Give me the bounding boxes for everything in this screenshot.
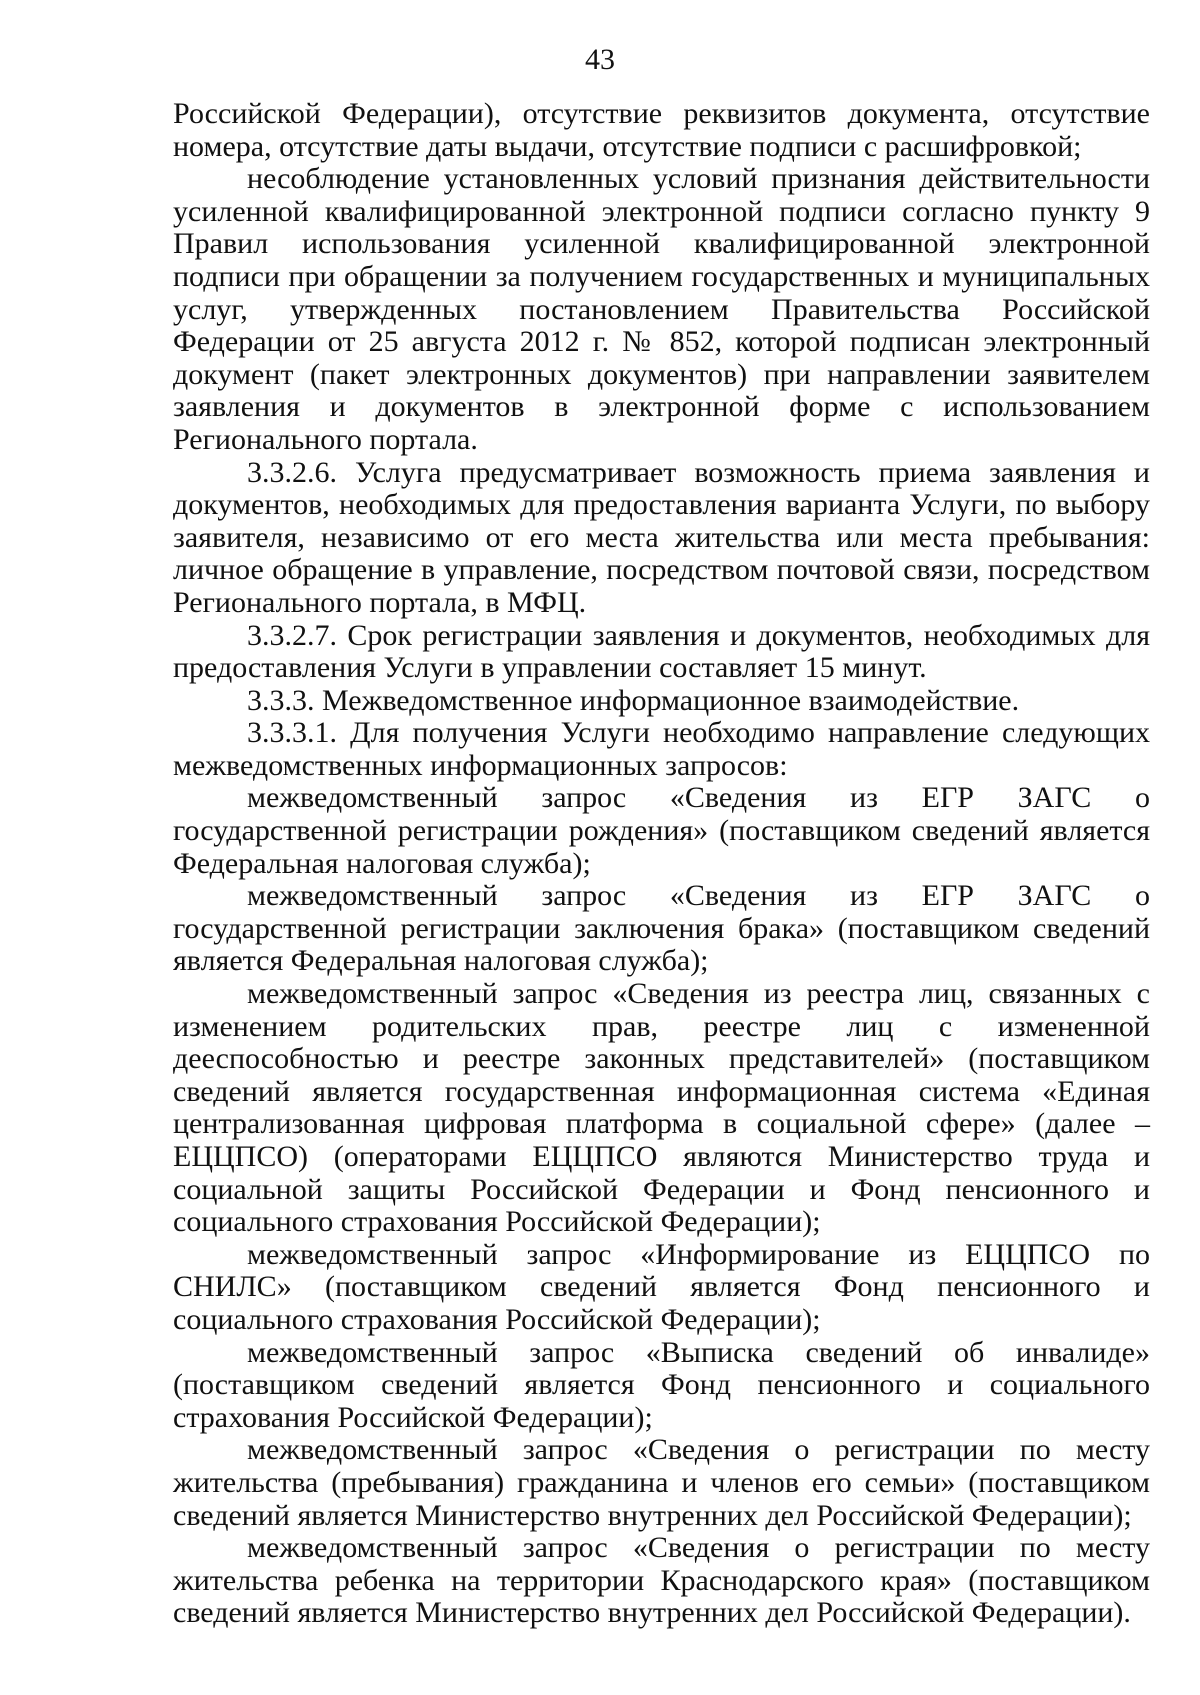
page-body [173, 98, 1150, 1630]
paragraph: 3.3.3.1. Для получения Услуги необходимо направление следующих межведомственных информационных запросов: [173, 716, 1150, 782]
list-item: межведомственный запрос «Сведения из реестра лиц, связанных с изменением родительских прав, реестре лиц с измененной дееспособностью и реестре законных представителей» (поставщиком сведений является государственная информационная система «Единая централизованная цифровая платформа в социальной сфере» (далее – ЕЦЦПСО) (операторами ЕЦЦПСО являются Министерство труда и социальной защиты Российской Федерации и Фонд пенсионного и социального страхования Российской Федерации); [173, 977, 1150, 1239]
list-item: межведомственный запрос «Сведения о регистрации по месту жительства ребенка на территории Краснодарского края» (поставщиком сведений является Министерство внутренних дел Российской Федерации). [173, 1531, 1150, 1630]
paragraph: 3.3.3. Межведомственное информационное взаимодействие. [247, 683, 1020, 717]
list-item: межведомственный запрос «Выписка сведений об инвалиде» (поставщиком сведений является Фонд пенсионного и социального страхования Российской Федерации); [173, 1335, 1150, 1434]
list-item: межведомственный запрос «Сведения из ЕГР ЗАГС о государственной регистрации рождения» (поставщиком сведений является Федеральная налоговая служба); [173, 781, 1150, 880]
paragraph: 3.3.2.7. Срок регистрации заявления и документов, необходимых для предоставления Услуги в управлении составляет 15 минут. [173, 618, 1150, 685]
list-item: межведомственный запрос «Сведения о регистрации по месту жительства (пребывания) гражданина и членов его семьи» (поставщиком сведений является Министерство внутренних дел Российской Федерации); [173, 1433, 1150, 1532]
paragraph: Российской Федерации), отсутствие реквизитов документа, отсутствие номера, отсутствие даты выдачи, отсутствие подписи с расшифровкой; [173, 97, 1150, 163]
list-item: межведомственный запрос «Сведения из ЕГР ЗАГС о государственной регистрации заключения брака» (поставщиком сведений является Федеральная налоговая служба); [173, 879, 1150, 978]
page-number: 43 [585, 43, 615, 76]
paragraph: 3.3.2.6. Услуга предусматривает возможность приема заявления и документов, необходимых для предоставления варианта Услуги, по выбору заявителя, независимо от его места жительства или места пребывания: личное обращение в управление, посредством почтовой связи, посредством Регионального портала, в МФЦ. [173, 455, 1150, 619]
paragraph: несоблюдение установленных условий признания действительности усиленной квалифицированной электронной подписи согласно пункту 9 Правил использования усиленной квалифицированной электронной подписи при обращении за получением государственных и муниципальных услуг, утвержденных постановлением Правительства Российской Федерации от 25 августа 2012 г. № 852, которой подписан электронный документ (пакет электронных документов) при направлении заявителем заявления и документов в электронной форме с использованием Регионального портала. [173, 162, 1150, 456]
list-item: межведомственный запрос «Информирование из ЕЦЦПСО по СНИЛС» (поставщиком сведений является Фонд пенсионного и социального страхования Российской Федерации); [173, 1237, 1150, 1336]
